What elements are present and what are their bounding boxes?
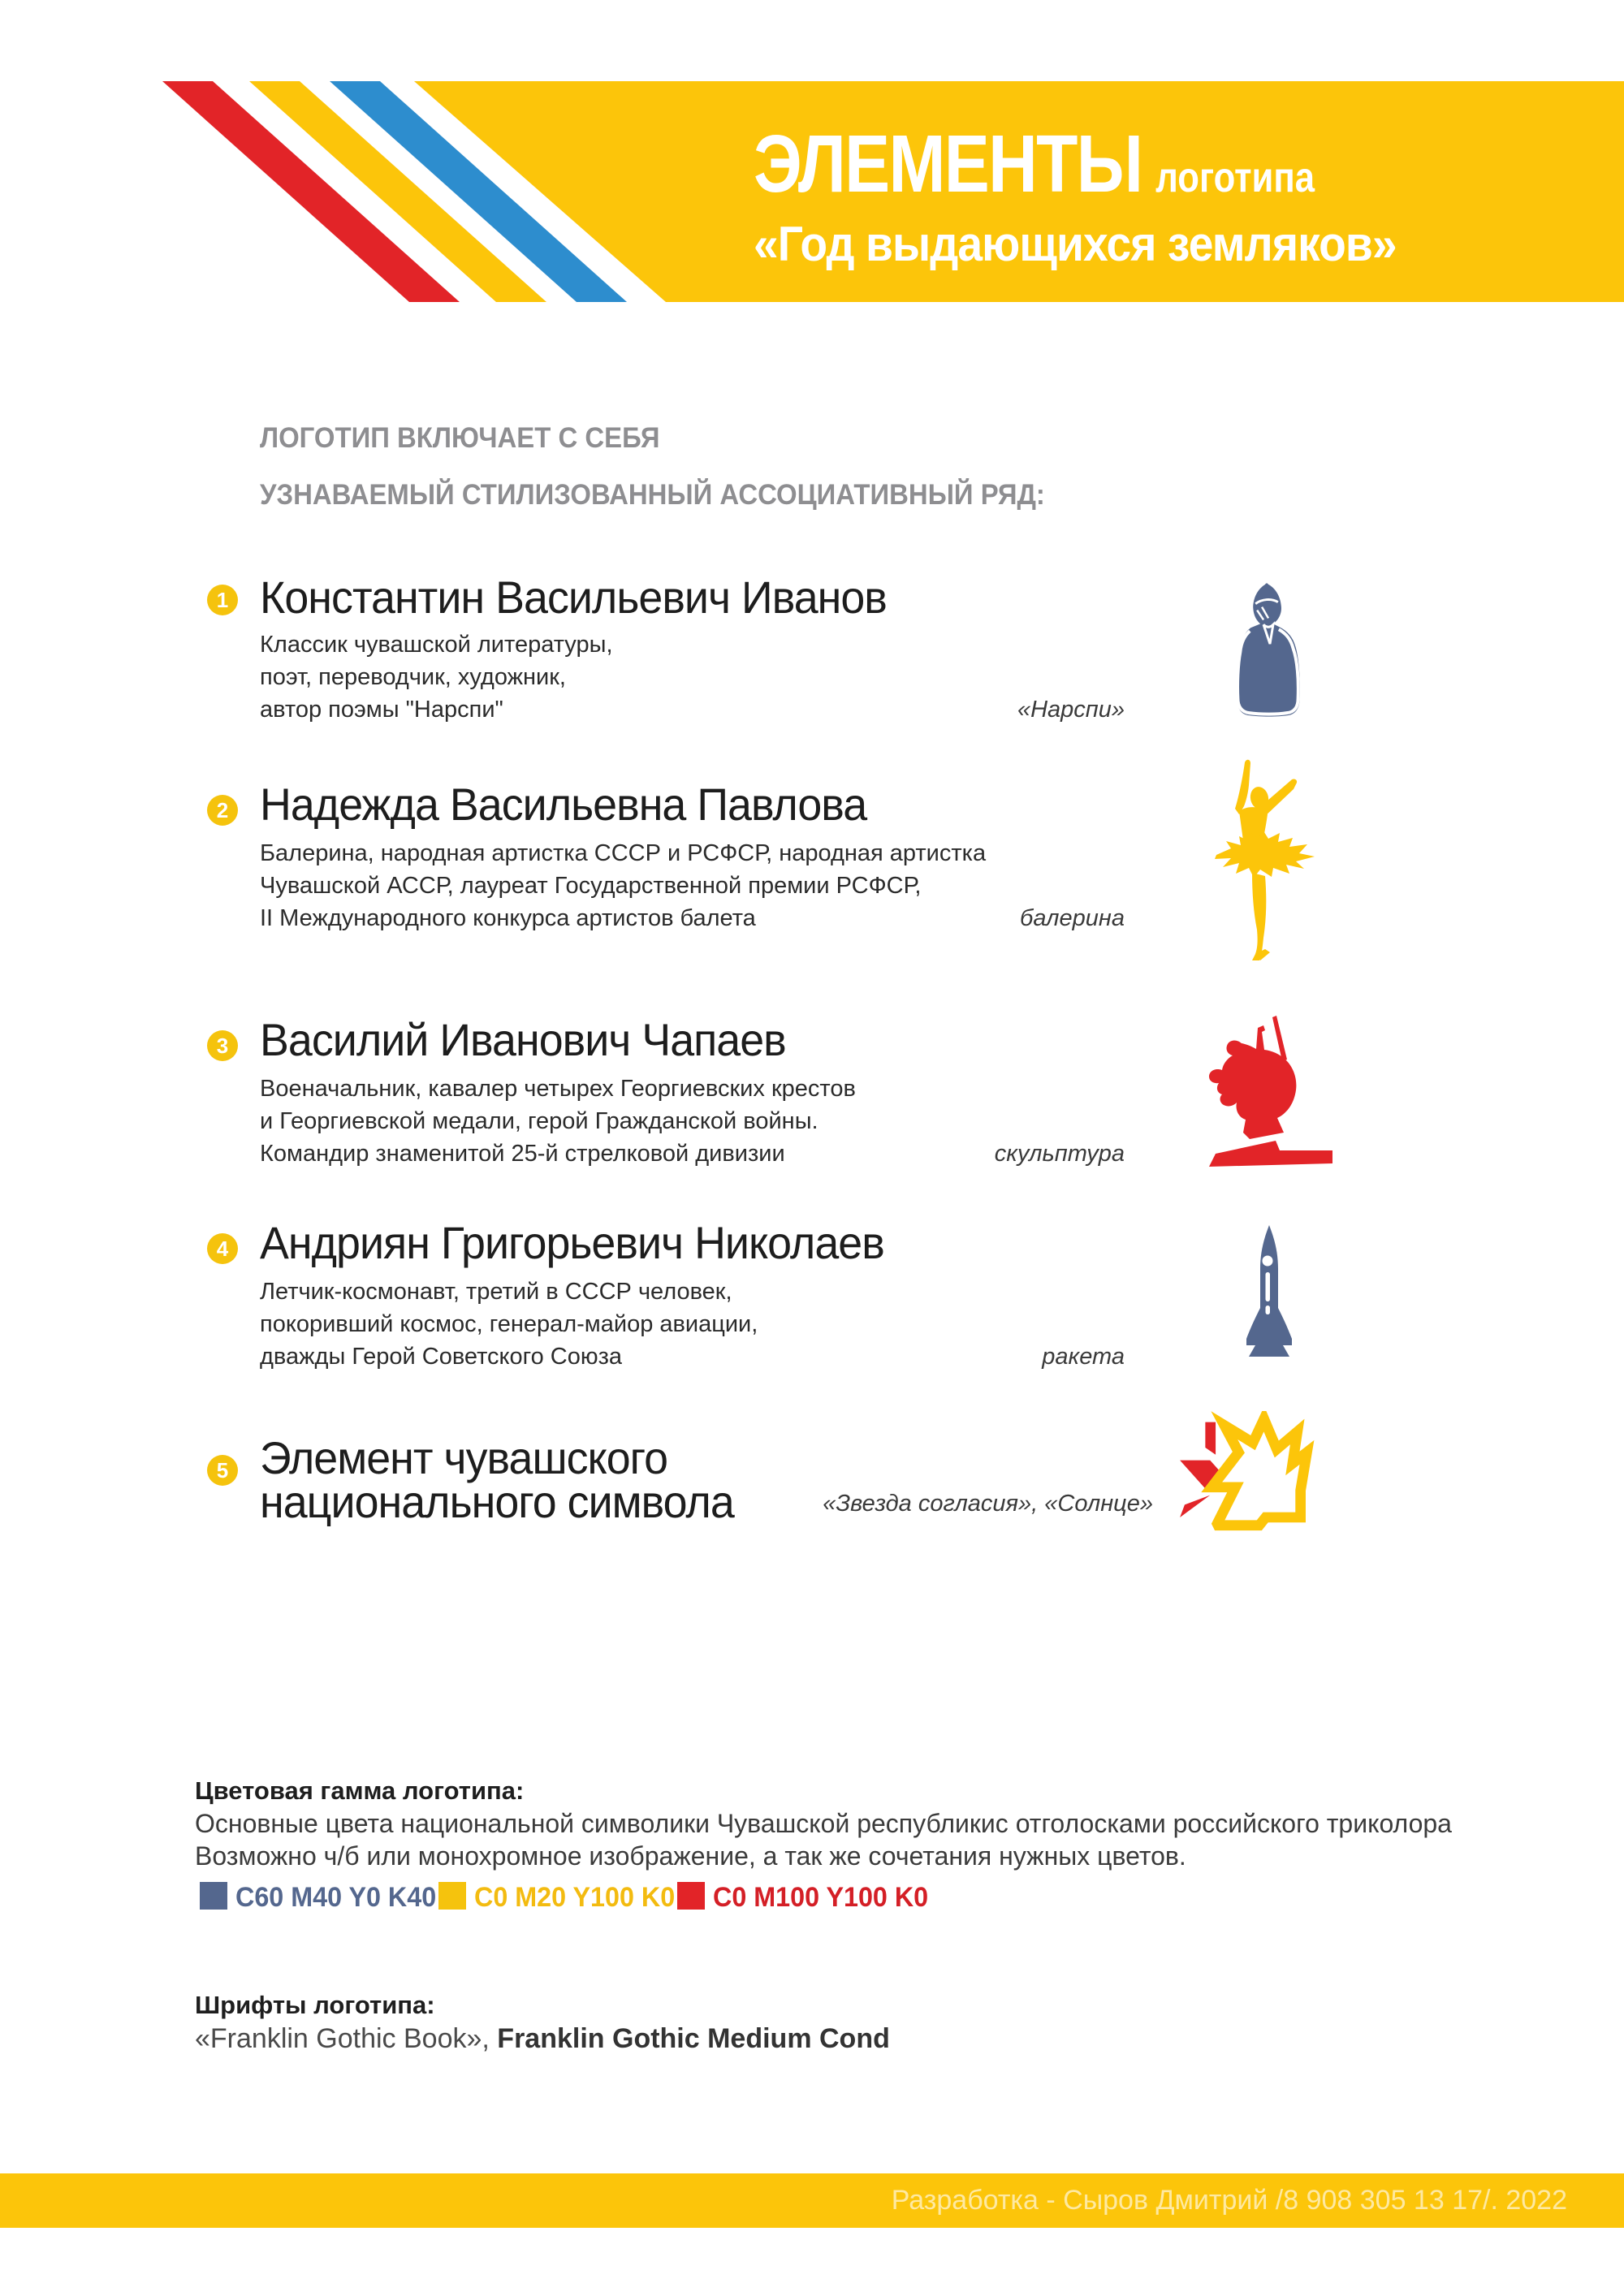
rocket-icon [1241,1222,1298,1368]
narspi-figure-icon [1228,578,1309,723]
horseman-monument-icon [1199,1011,1339,1185]
item-number-badge: 1 [207,585,238,615]
swatch-blue-label: C60 M40 Y0 K40 [235,1882,437,1913]
item-desc-line: Классик чувашской литературы, [260,632,613,658]
header-title-sub: логотипа [1155,154,1315,201]
list-item-nikolaev [0,1214,1624,1409]
item-number-badge: 2 [207,795,238,826]
ballerina-icon [1208,757,1322,962]
swatch-red-label: C0 M100 Y100 K0 [713,1882,929,1913]
fonts-heading: Шрифты логотипа: [195,1991,435,2019]
swatch-yellow-label: C0 M20 Y100 K0 [474,1882,676,1913]
swatch-blue [200,1882,227,1910]
fonts-list [195,2023,890,2055]
item-title: Василий Иванович Чапаев [260,1014,786,1065]
item-caption: «Звезда согласия», «Солнце» [823,1491,1153,1517]
list-item-chapaev [0,1011,1624,1206]
intro-line2: УЗНАВАЕМЫЙ СТИЛИЗОВАННЫЙ АССОЦИАТИВНЫЙ РЯД: [260,479,1045,511]
item-desc-line: Чувашской АССР, лауреат Государственной премии РСФСР, [260,873,922,899]
item-desc-line: II Международного конкурса артистов балета [260,905,756,931]
item-caption: балерина [1020,905,1125,931]
footer-bar [0,2173,1624,2228]
swatch-red [677,1882,705,1910]
chuvash-star-icon [1173,1411,1332,1551]
palette-heading: Цветовая гамма логотипа: [195,1776,525,1805]
header-title [754,119,1315,209]
swatch-yellow [438,1882,466,1910]
item-desc-line: Командир знаменитой 25-й стрелковой дивизии [260,1141,785,1167]
item-desc-line: поэт, переводчик, художник, [260,664,566,690]
list-item-national-symbol [0,1429,1624,1575]
item-desc-line: Балерина, народная артистка СССР и РСФСР, народная артистка [260,840,987,866]
list-item-ivanov [0,568,1624,747]
item-desc-line: и Георгиевской медали, герой Гражданской войны. [260,1108,818,1134]
item-number-badge: 3 [207,1030,238,1061]
font-name-medium-cond: Franklin Gothic Medium Cond [497,2023,890,2054]
item-title-line2: национального символа [260,1476,734,1527]
item-number-badge: 4 [207,1233,238,1264]
footer-credit: Разработка - Сыров Дмитрий /8 908 305 13 17/. 2022 [891,2185,1567,2216]
item-desc-line: Военачальник, кавалер четырех Георгиевских крестов [260,1076,856,1102]
intro-line1: ЛОГОТИП ВКЛЮЧАЕТ С СЕБЯ [260,422,660,454]
item-caption: скульптура [994,1141,1125,1167]
item-desc-line: автор поэмы "Нарспи" [260,697,503,723]
palette-body-line2: Возможно ч/б или монохромное изображение, а так же сочетания нужных цветов. [195,1841,1186,1871]
item-number-badge: 5 [207,1455,238,1486]
item-desc-line: покоривший космос, генерал-майор авиации, [260,1311,758,1337]
item-title: Надежда Васильевна Павлова [260,779,867,830]
header-title-line2: «Год выдающихся земляков» [754,217,1397,271]
item-title-line1: Элемент чувашского [260,1432,668,1483]
item-desc-line: дважды Герой Советского Союза [260,1344,623,1370]
list-item-pavlova [0,775,1624,970]
font-name-book: «Franklin Gothic Book», [195,2023,498,2054]
header-title-main: ЭЛЕМЕНТЫ [754,119,1142,209]
palette-body-line1: Основные цвета национальной символики Чувашской республикис отголосками российского триколора [195,1809,1452,1838]
item-caption: «Нарспи» [1017,697,1125,723]
item-caption: ракета [1042,1344,1125,1370]
item-title: Андриян Григорьевич Николаев [260,1217,884,1268]
item-desc-line: Летчик-космонавт, третий в СССР человек, [260,1279,732,1305]
intro-heading [260,410,1045,524]
item-title: Константин Васильевич Иванов [260,572,887,623]
